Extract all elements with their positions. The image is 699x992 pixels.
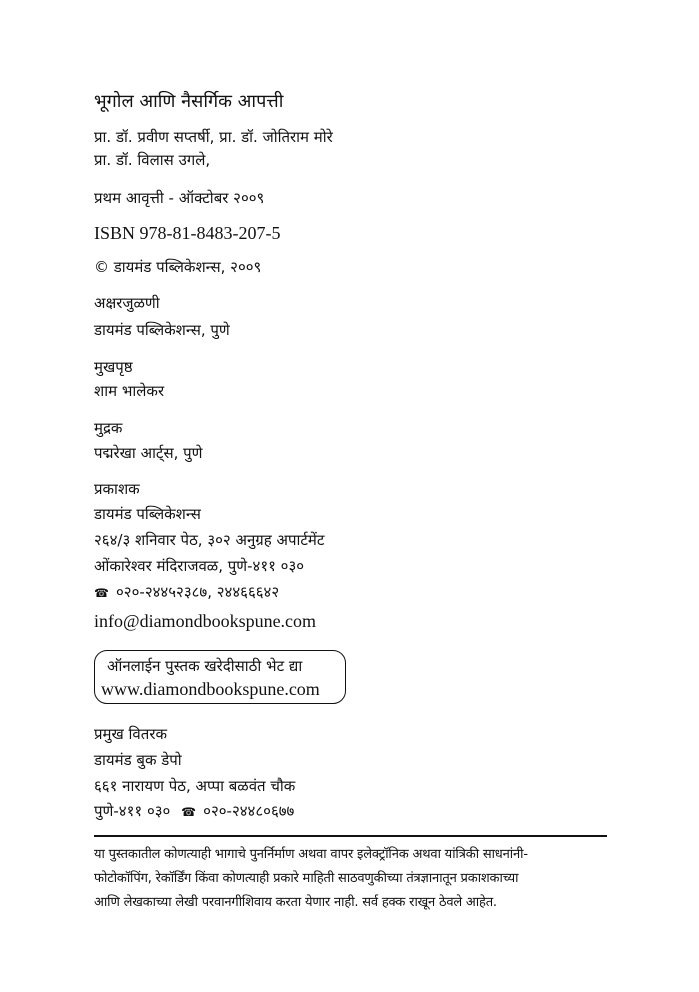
authors-line-1: प्रा. डॉ. प्रवीण सप्तर्षी, प्रा. डॉ. जोतिराम मोरे [94, 128, 333, 146]
publisher-address-line-1: २६४/३ शनिवार पेठ, ३०२ अनुग्रह अपार्टमेंट [94, 531, 325, 549]
distributor-phone: ०२०-२४४८०६७७ [203, 802, 295, 820]
publisher-email[interactable]: info@diamondbookspune.com [94, 611, 317, 631]
telephone-icon: ☎ [94, 586, 109, 600]
cover-value: शाम भालेकर [94, 382, 165, 400]
edition-info: प्रथम आवृत्ती - ऑक्टोबर २००९ [94, 189, 265, 207]
copyright-notice: © डायमंड पब्लिकेशन्स, २००९ [94, 258, 262, 276]
promo-text: ऑनलाईन पुस्तक खरेदीसाठी भेट द्या [107, 657, 303, 675]
cover-label: मुखपृष्ठ [94, 358, 133, 376]
publisher-name: डायमंड पब्लिकेशन्स [94, 505, 201, 523]
publisher-phone: ०२०-२४४५२३८७, २४४६६६४२ [116, 583, 280, 601]
rights-notice-line-1: या पुस्तकातील कोणत्याही भागाचे पुनर्निर्माण अथवा वापर इलेक्ट्रॉनिक अथवा यांत्रिकी साधनांनी- [94, 847, 528, 862]
publisher-label: प्रकाशक [94, 480, 140, 498]
distributor-city-pin: पुणे-४११ ०३० [94, 802, 171, 820]
typesetting-value: डायमंड पब्लिकेशन्स, पुणे [94, 321, 230, 339]
distributor-name: डायमंड बुक डेपो [94, 751, 182, 769]
publisher-phone-row [94, 582, 279, 603]
typesetting-label: अक्षरजुळणी [94, 294, 160, 312]
telephone-icon: ☎ [181, 805, 197, 819]
publisher-address-line-2: ओंकारेश्वर मंदिराजवळ, पुणे-४११ ०३० [94, 557, 305, 575]
promo-url[interactable]: www.diamondbookspune.com [101, 679, 320, 699]
distributor-address-line-1: ६६१ नारायण पेठ, अप्पा बळवंत चौक [94, 777, 296, 795]
footer-divider [94, 835, 607, 837]
printer-label: मुद्रक [94, 419, 123, 437]
printer-value: पद्मरेखा आर्ट्स, पुणे [94, 444, 203, 462]
distributor-address-phone-row [94, 801, 294, 822]
rights-notice-line-2: फोटोकॉपिंग, रेकॉर्डिंग किंवा कोणत्याही प्रकारे माहिती साठवणुकीच्या तंत्रज्ञानातून प्रकाशकाच्या [94, 871, 519, 886]
online-purchase-box [94, 650, 346, 704]
authors-line-2: प्रा. डॉ. विलास उगले, [94, 151, 211, 169]
rights-notice-line-3: आणि लेखकाच्या लेखी परवानगीशिवाय करता येणार नाही. सर्व हक्क राखून ठेवले आहेत. [94, 895, 497, 910]
distributor-label: प्रमुख वितरक [94, 725, 167, 743]
isbn: ISBN 978-81-8483-207-5 [94, 223, 281, 243]
book-title: भूगोल आणि नैसर्गिक आपत्ती [94, 91, 284, 112]
